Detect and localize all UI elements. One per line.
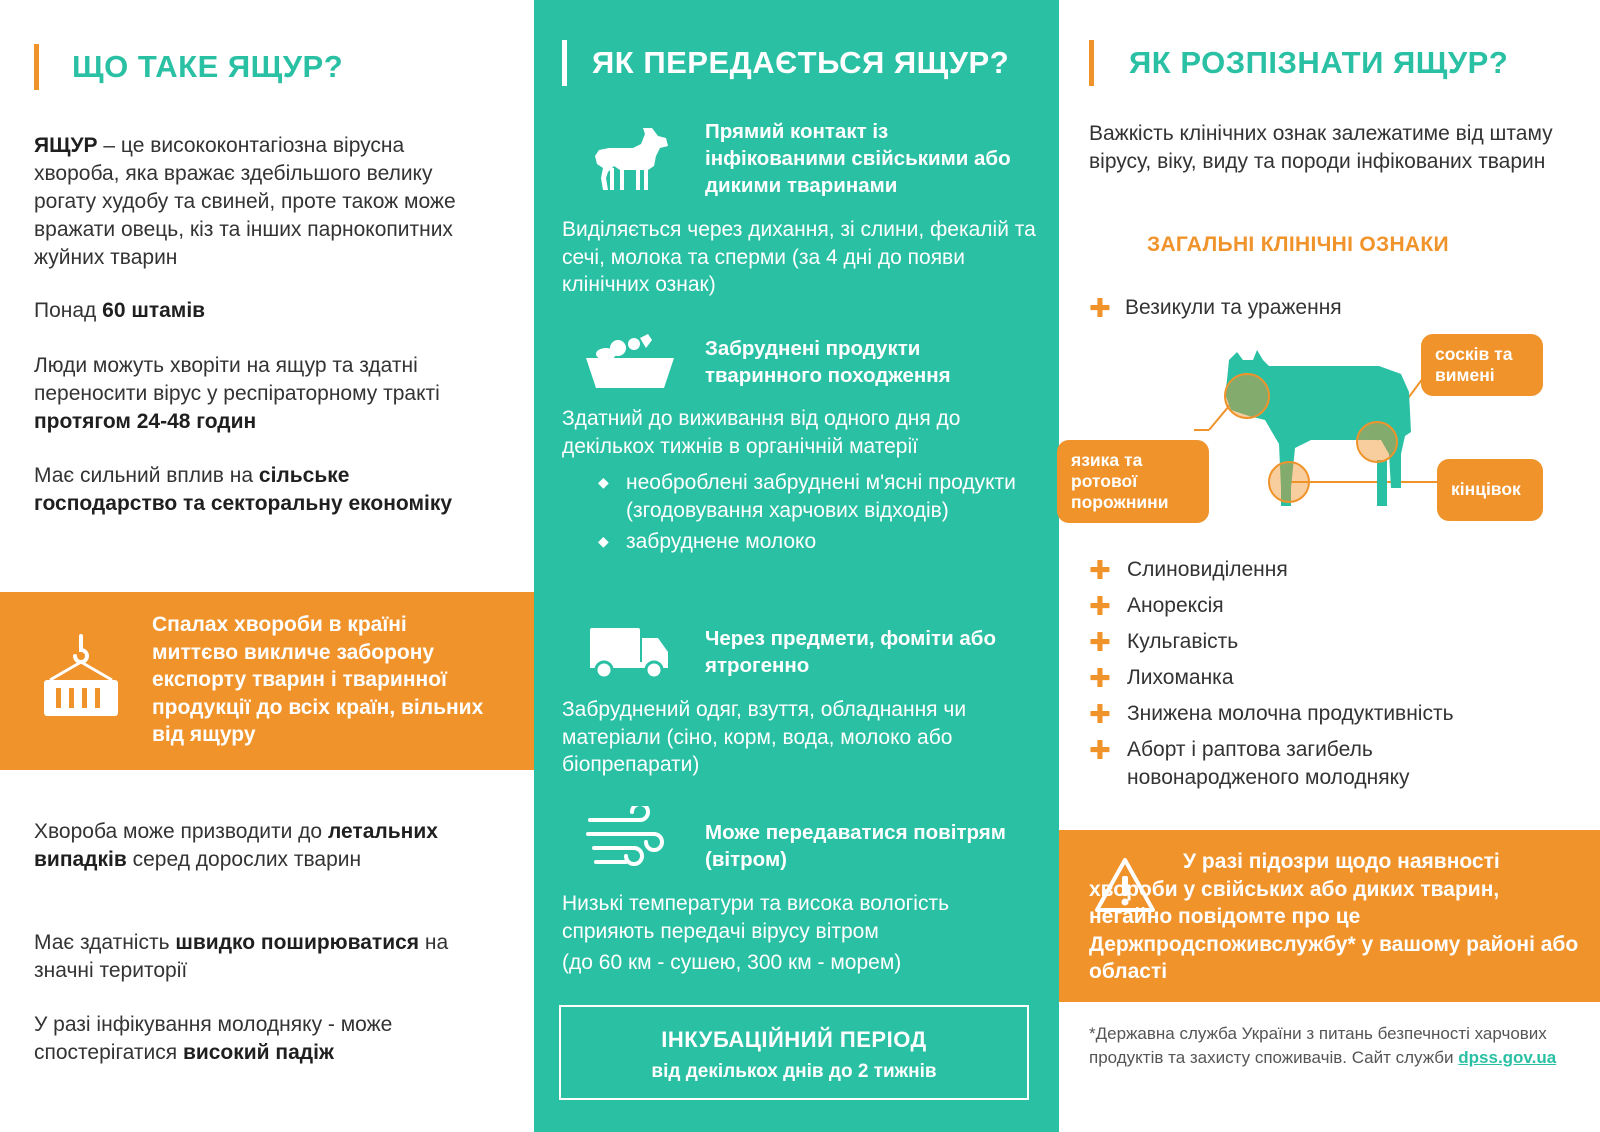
export-ban-text: Спалах хвороби в країні миттєво викличе заборону експорту тварин і тваринної продукції до всіх країн, вільних від ящуру — [152, 613, 484, 746]
incubation-subtitle: від декількох днів до 2 тижнів — [651, 1061, 937, 1082]
contaminated-products-list — [598, 469, 1018, 560]
sign-fever: Лихоманка — [1127, 666, 1234, 689]
incubation-title: ІНКУБАЦІЙНИЙ ПЕРІОД — [661, 1027, 927, 1052]
airborne-title: Може передаватися повітрям (вітром) — [705, 821, 1006, 871]
mortality-pre: У разі інфікування молодняку - може спостерігатися — [34, 1013, 393, 1064]
footnote-text: *Державна служба України з питань безпечності харчових продуктів та захисту споживачів. Сайт служби — [1089, 1024, 1547, 1067]
lethal-post: серед дорослих тварин — [126, 848, 362, 871]
mortality-bold: високий падіж — [182, 1041, 334, 1064]
warning-text: У разі підозри щодо наявності хвороби у свійських або диких тварин, негайно повідомте про це Держпродспоживслужбу* у вашому районі або області — [1089, 850, 1579, 983]
strains-pre: Понад — [34, 299, 103, 322]
crane-container-icon — [40, 634, 122, 718]
direct-contact-text: Виділяється через дихання, зі слини, фекалій та сечі, молока та сперми (за 4 дні до появи клінічних ознак) — [562, 218, 1036, 296]
diamond-bullet-icon: ◆ — [598, 533, 609, 549]
export-ban-banner — [0, 592, 534, 770]
heading-accent-bar — [1089, 40, 1094, 86]
diamond-bullet-icon: ◆ — [598, 474, 609, 490]
list-item — [598, 528, 1018, 556]
plus-bullet-icon: ✚ — [1089, 555, 1111, 585]
plus-bullet-icon: ✚ — [1089, 699, 1111, 729]
spread-post: на значні території — [34, 931, 449, 982]
label-limbs: кінцівок — [1437, 459, 1543, 521]
spread-pre: Має здатність — [34, 931, 176, 954]
plus-bullet-icon: ✚ — [1089, 663, 1111, 693]
severity-intro: Важкість клінічних ознак залежатиме від штаму вірусу, віку, виду та породи інфікованих тварин — [1089, 122, 1553, 173]
plus-bullet-icon: ✚ — [1089, 293, 1111, 323]
airborne-distance: (до 60 км - сушею, 300 км - морем) — [562, 951, 902, 974]
list-item — [598, 469, 1018, 524]
heading-accent-bar — [34, 44, 39, 90]
sign-abortion: Аборт і раптова загибель новонародженого молодняку — [1127, 738, 1410, 789]
lethal-paragraph — [34, 818, 494, 874]
truck-icon — [590, 628, 670, 680]
incubation-box — [559, 1005, 1029, 1100]
wind-icon — [586, 806, 666, 872]
definition-text: – це висококонтагіозна вірусна хвороба, яка вражає здебільшого велику рогату худобу та свиней, проте також може вражати овець, кіз та інших парнокопитних жуйних тварин — [34, 134, 456, 269]
plus-bullet-icon: ✚ — [1089, 735, 1111, 765]
definition-paragraph — [34, 132, 494, 272]
lethal-pre: Хвороба може призводити до — [34, 820, 328, 843]
definition-term: ЯЩУР — [34, 134, 98, 157]
fomites-text: Забруднений одяг, взуття, обладнання чи матеріали (сіно, корм, вода, молоко або біопрепарати) — [562, 698, 967, 776]
footnote — [1089, 1022, 1579, 1070]
column-recognition — [1059, 0, 1600, 1132]
heading-accent-bar — [562, 40, 567, 86]
section-title: ЩО ТАКЕ ЯЩУР? — [72, 49, 344, 84]
plus-bullet-icon: ✚ — [1089, 591, 1111, 621]
label-tongue: язика та ротової порожнини — [1057, 440, 1209, 523]
clinical-signs-heading: ЗАГАЛЬНІ КЛІНІЧНІ ОЗНАКИ — [1147, 233, 1449, 256]
spread-bold: швидко поширюватися — [175, 931, 420, 954]
impact-pre: Має сильний вплив на — [34, 464, 259, 487]
spread-paragraph — [34, 929, 494, 985]
goat-icon — [592, 124, 670, 194]
contaminated-products-text: Здатний до виживання від одного дня до декількох тижнів в органічній матерії — [562, 407, 961, 458]
mortality-paragraph — [34, 1011, 504, 1067]
section-title: ЯК РОЗПІЗНАТИ ЯЩУР? — [1129, 45, 1509, 80]
list-item-text: забруднене молоко — [626, 530, 817, 553]
sign-lameness: Кульгавість — [1127, 630, 1239, 653]
strains-count: 60 штамів — [102, 299, 206, 322]
contaminated-products-title: Забруднені продукти тваринного походження — [705, 337, 951, 387]
strains-paragraph — [34, 297, 494, 325]
label-teats: сосків та вимені — [1421, 334, 1543, 396]
humans-text: Люди можуть хворіти на ящур та здатні переносити вірус у респіраторному тракті — [34, 354, 440, 405]
sign-vesicles: Везикули та ураження — [1125, 296, 1342, 319]
column-what-is-fmd — [0, 0, 534, 1132]
section-title: ЯК ПЕРЕДАЄТЬСЯ ЯЩУР? — [592, 45, 1010, 80]
sign-milk-drop: Знижена молочна продуктивність — [1127, 702, 1454, 725]
list-item-text: необроблені забруднені м'ясні продукти (згодовування харчових відходів) — [626, 471, 1016, 522]
lethal-bold: летальних випадків — [34, 820, 438, 871]
humans-duration: протягом 24-48 годин — [34, 410, 257, 433]
impact-bold: сільське господарство та секторальну економіку — [34, 464, 453, 515]
dpss-website-link[interactable]: dpss.gov.ua — [1458, 1048, 1557, 1067]
warning-banner — [1059, 830, 1600, 1002]
sign-anorexia: Анорексія — [1127, 594, 1224, 617]
direct-contact-title: Прямий контакт із інфікованими свійськими або дикими тваринами — [705, 120, 1011, 197]
airborne-text: Низькі температури та висока вологість сприяють передачі вірусу вітром — [562, 892, 950, 943]
impact-paragraph — [34, 462, 494, 518]
sign-salivation: Слиновиділення — [1127, 558, 1288, 581]
food-basket-icon — [584, 334, 676, 390]
plus-bullet-icon: ✚ — [1089, 627, 1111, 657]
column-transmission — [534, 0, 1059, 1132]
fomites-title: Через предмети, фоміти або ятрогенно — [705, 627, 996, 677]
humans-paragraph — [34, 352, 494, 436]
